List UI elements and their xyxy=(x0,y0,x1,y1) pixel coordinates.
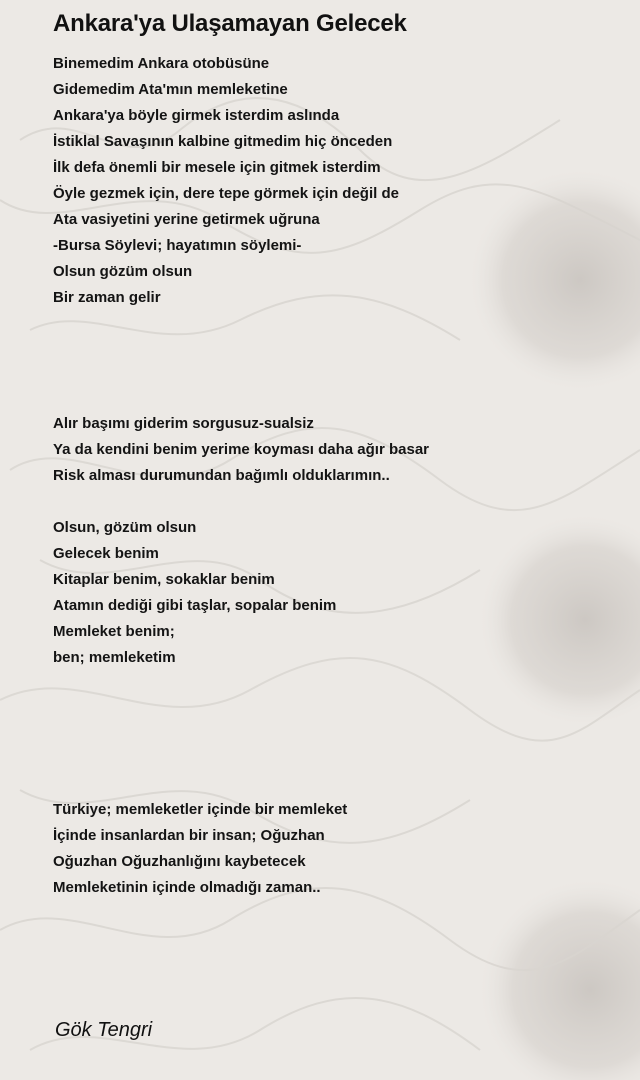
poem-line: Türkiye; memleketler içinde bir memleket xyxy=(53,801,348,818)
poem-line: Binemedim Ankara otobüsüne xyxy=(53,55,270,72)
poem-line: Olsun gözüm olsun xyxy=(53,263,193,280)
poem-line: Ata vasiyetini yerine getirmek uğruna xyxy=(53,211,320,228)
poem-line: ben; memleketim xyxy=(53,649,176,666)
poem-line: Ya da kendini benim yerime koyması daha ağır basar xyxy=(53,441,429,458)
poem-line: Olsun, gözüm olsun xyxy=(53,519,197,536)
poem-line: Alır başımı giderim sorgusuz-sualsiz xyxy=(53,415,314,432)
poem-line: Öyle gezmek için, dere tepe görmek için değil de xyxy=(53,185,399,202)
poem-line: Ankara'ya böyle girmek isterdim aslında xyxy=(53,107,340,124)
poem-line: İçinde insanlardan bir insan; Oğuzhan xyxy=(53,827,325,844)
stanza-1 xyxy=(53,51,399,311)
poem-line-blank xyxy=(53,489,429,515)
poem-line: Kitaplar benim, sokaklar benim xyxy=(53,571,275,588)
stanza-2 xyxy=(53,411,429,671)
poem-line: Bir zaman gelir xyxy=(53,289,161,306)
poem-line: Oğuzhan Oğuzhanlığını kaybetecek xyxy=(53,853,306,870)
poem-author: Gök Tengri xyxy=(55,1019,153,1041)
poem-line: İlk defa önemli bir mesele için gitmek isterdim xyxy=(53,159,381,176)
poem-line: Gelecek benim xyxy=(53,545,159,562)
poem-line: -Bursa Söylevi; hayatımın söylemi- xyxy=(53,237,302,254)
poem-line: İstiklal Savaşının kalbine gitmedim hiç önceden xyxy=(53,133,393,150)
poem-line: Memleket benim; xyxy=(53,623,175,640)
poem-line: Risk alması durumundan bağımlı olduklarımın.. xyxy=(53,467,390,484)
poem-title: Ankara'ya Ulaşamayan Gelecek xyxy=(53,10,407,37)
poem-line: Memleketinin içinde olmadığı zaman.. xyxy=(53,879,321,896)
poem-line: Atamın dediği gibi taşlar, sopalar benim xyxy=(53,597,337,614)
poem-line: Gidemedim Ata'mın memleketine xyxy=(53,81,288,98)
stanza-3 xyxy=(53,797,347,901)
